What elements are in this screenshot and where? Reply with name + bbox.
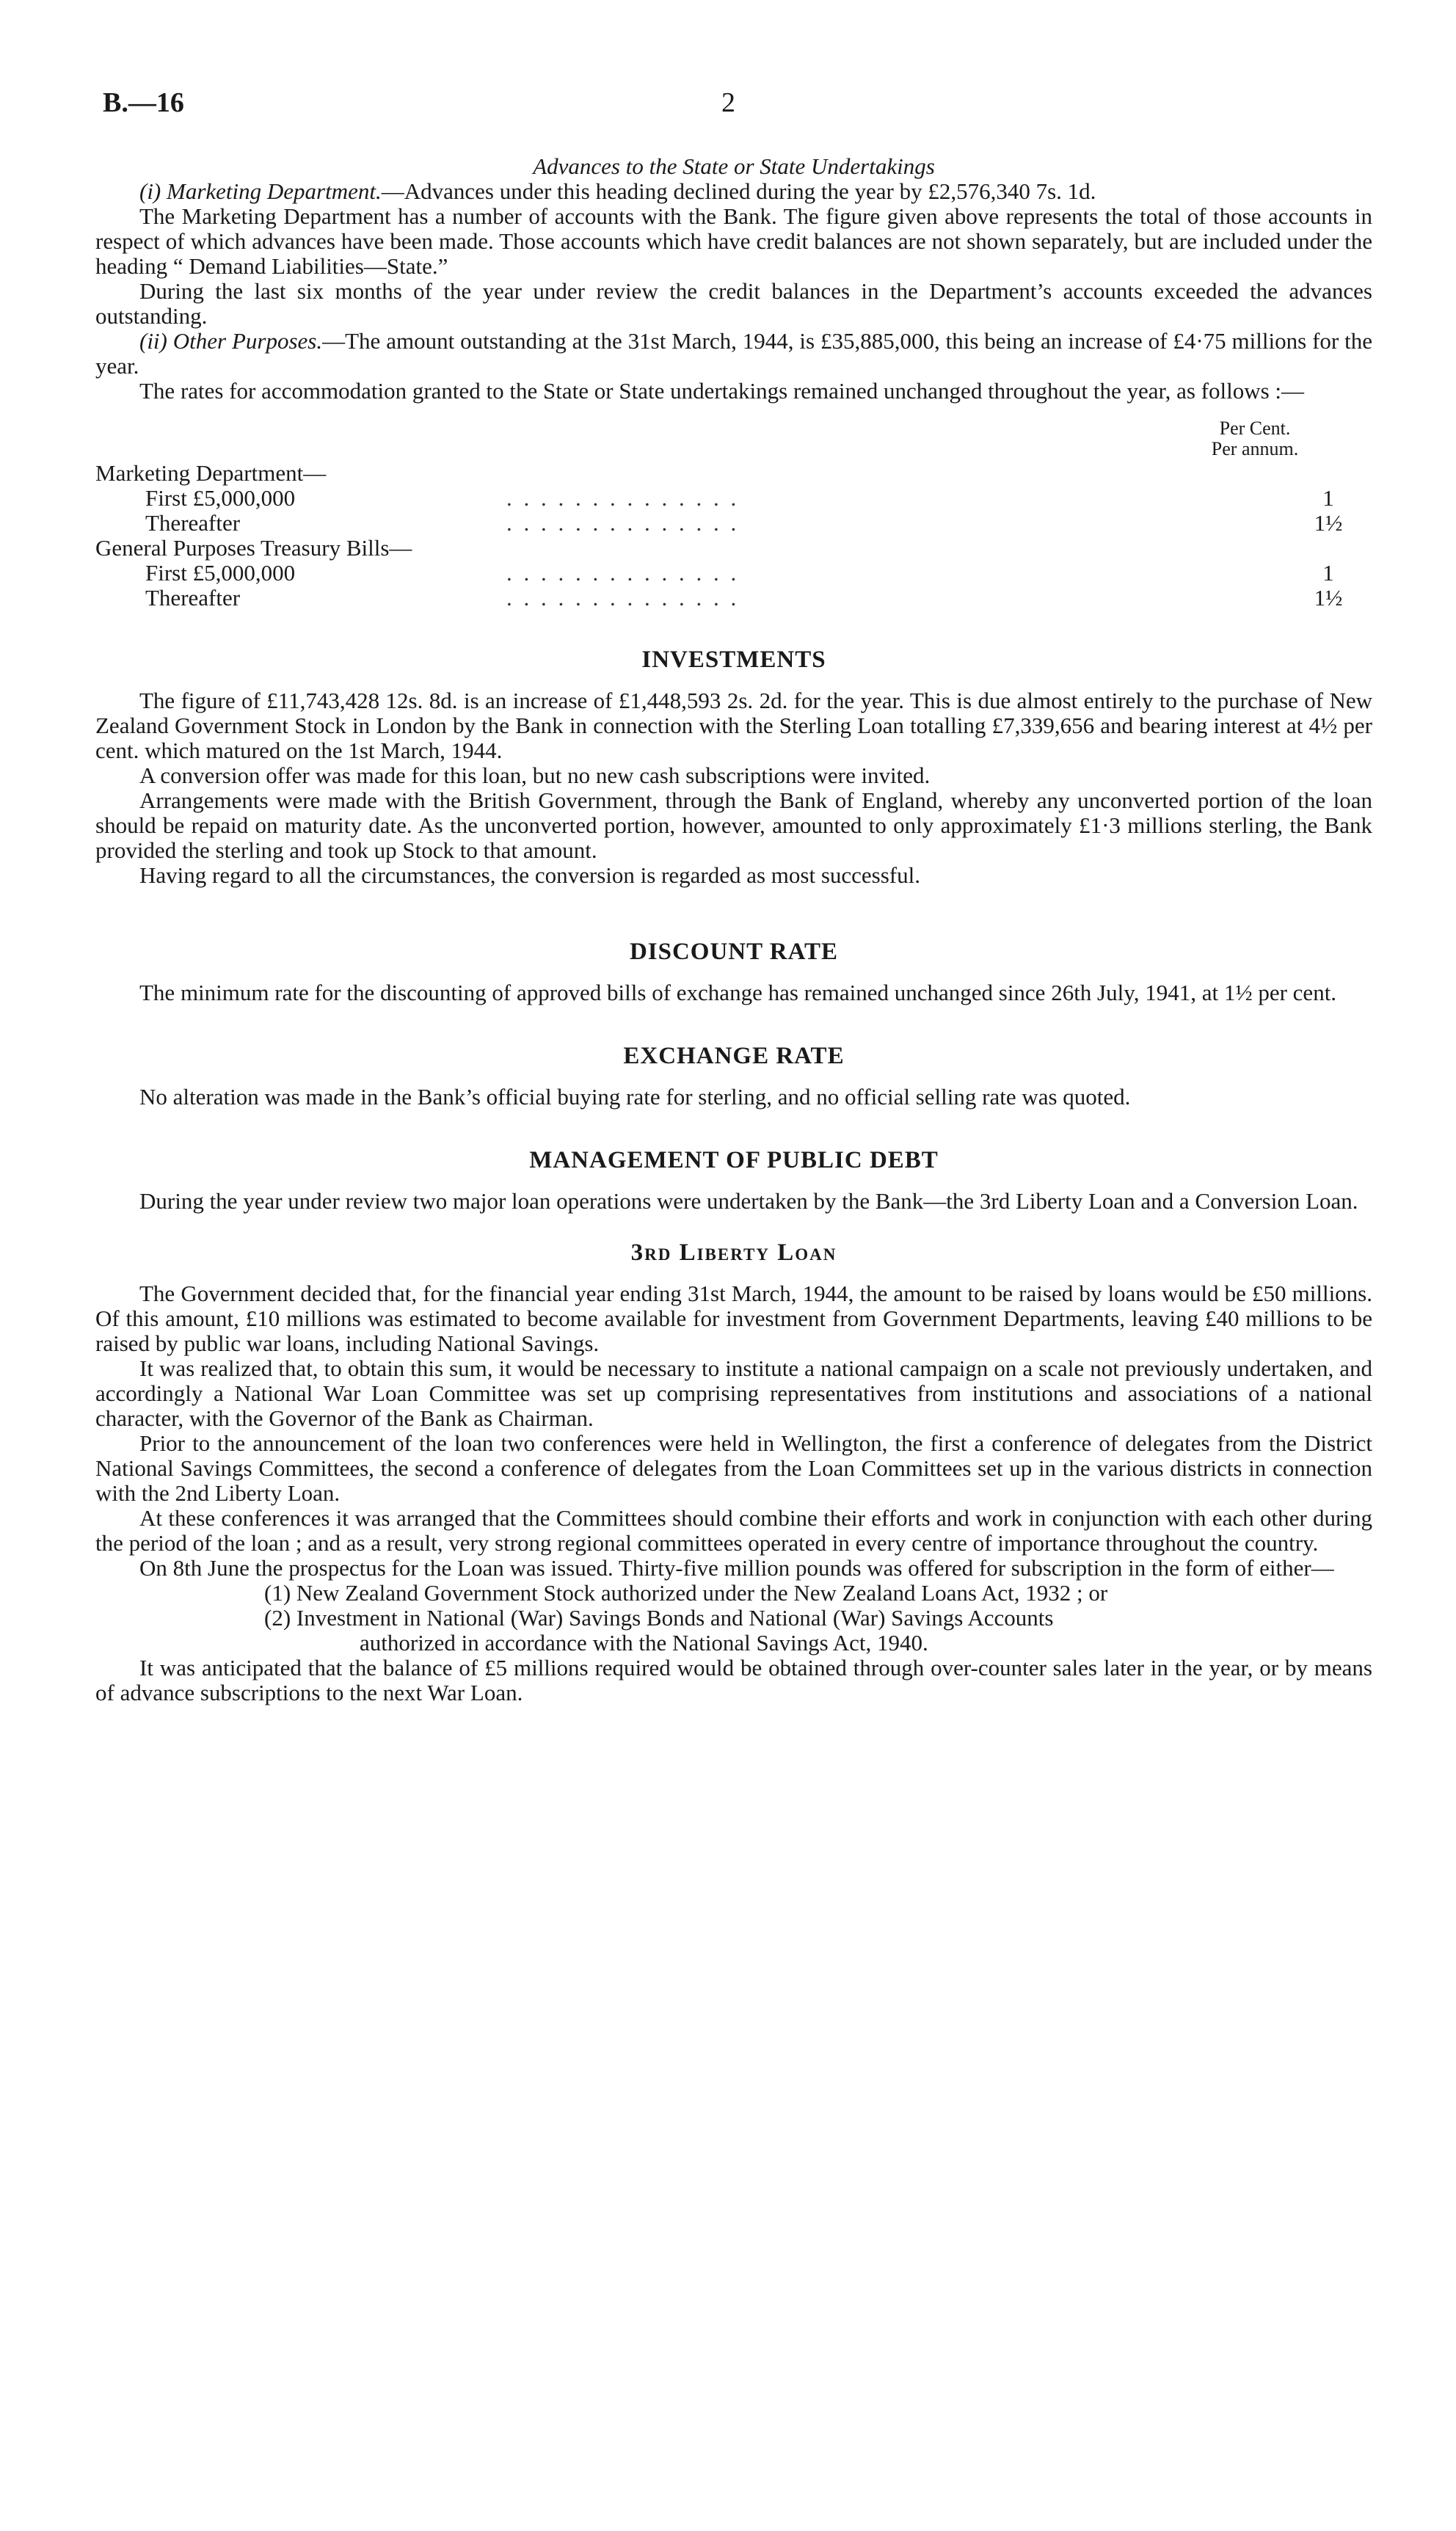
advances-title: Advances to the State or State Undertakings <box>533 153 935 179</box>
public-debt-heading: MANAGEMENT OF PUBLIC DEBT <box>529 1147 939 1173</box>
document-reference: B.—16 <box>103 87 184 118</box>
exchange-rate-paragraph: No alteration was made in the Bank’s official buying rate for sterling, and no official selling rate was quoted. <box>139 1084 1131 1110</box>
investments-paragraph-1: The figure of £11,743,428 12s. 8d. is an increase of £1,448,593 2s. 2d. for the year. This is due almost entirely to the purchase of New Zealand Government Stock in London by the Bank in connection with the Sterling Loan totalling £7,339,656 and bearing interest at 4½ per cent. which matured on the 1st March, 1944. <box>95 688 1372 763</box>
subscription-option-2: (2) Investment in National (War) Savings Bonds and National (War) Savings Accounts <box>264 1605 1054 1631</box>
liberty-loan-paragraph-5: On 8th June the prospectus for the Loan was issued. Thirty-five million pounds was offered for subscription in the form of either— <box>139 1555 1334 1581</box>
rate-value: 1 <box>1322 485 1334 511</box>
rates-header-line-2: Per annum. <box>1211 438 1299 459</box>
rate-label: First £5,000,000 <box>145 485 296 511</box>
rate-label: Thereafter <box>145 585 241 611</box>
subscription-option-1: (1) New Zealand Government Stock authorized under the New Zealand Loans Act, 1932 ; or <box>264 1580 1108 1606</box>
liberty-loan-paragraph-2: It was realized that, to obtain this sum, it would be necessary to institute a national campaign on a scale not previously undertaken, and accordingly a National War Loan Committee was set up comprising representatives from institutions and associations of a national character, with the Governor of the Bank as Chairman. <box>95 1355 1372 1431</box>
investments-paragraph-4: Having regard to all the circumstances, the conversion is regarded as most successful. <box>139 862 920 888</box>
marketing-accounts-paragraph: The Marketing Department has a number of accounts with the Bank. The figure given above represents the total of those accounts in respect of which advances have been made. Those accounts which have credit balances are not shown separately, but are included under the heading “ Demand Liabilities—State.” <box>95 203 1372 279</box>
liberty-loan-paragraph-6: It was anticipated that the balance of £5 millions required would be obtained through over-counter sales later in the year, or by means of advance subscriptions to the next War Loan. <box>95 1655 1372 1705</box>
marketing-department-text: —Advances under this heading declined during the year by £2,576,340 7s. 1d. <box>381 178 1096 204</box>
rate-leader-dots: . . . . . . . . . . . . . . <box>506 561 740 586</box>
other-purposes-label: (ii) Other Purposes. <box>139 328 323 354</box>
liberty-loan-heading: 3rd Liberty Loan <box>630 1239 837 1266</box>
marketing-department-paragraph <box>95 179 1372 204</box>
rate-leader-dots: . . . . . . . . . . . . . . <box>506 511 740 536</box>
investments-paragraph-3: Arrangements were made with the British Government, through the Bank of England, whereby any unconverted portion of the loan should be repaid on maturity date. As the unconverted portion, however, amounted to only approximately £1·3 millions sterling, the Bank provided the sterling and took up Stock to that amount. <box>95 787 1372 863</box>
rates-table <box>95 418 1372 609</box>
exchange-rate-heading: EXCHANGE RATE <box>623 1043 845 1069</box>
rate-label: Thereafter <box>145 510 241 536</box>
rate-label: General Purposes Treasury Bills— <box>95 535 412 561</box>
investments-heading: INVESTMENTS <box>641 647 826 673</box>
rate-value: 1 <box>1322 560 1334 586</box>
discount-rate-heading: DISCOUNT RATE <box>629 939 839 965</box>
liberty-loan-paragraph-3: Prior to the announcement of the loan two conferences were held in Wellington, the first a conference of delegates from the District National Savings Committees, the second a conference of delegates from the Loan Committees set up in the various districts in connection with the 2nd Liberty Loan. <box>95 1430 1372 1506</box>
investments-paragraph-2: A conversion offer was made for this loan, but no new cash subscriptions were invited. <box>139 762 931 788</box>
rate-leader-dots: . . . . . . . . . . . . . . <box>506 486 740 511</box>
document-body <box>95 154 1372 1705</box>
public-debt-paragraph: During the year under review two major loan operations were undertaken by the Bank—the 3rd Liberty Loan and a Conversion Loan. <box>139 1188 1358 1214</box>
rate-value: 1½ <box>1314 585 1343 611</box>
rate-row <box>95 586 1372 615</box>
rates-header-line-1: Per Cent. <box>1219 418 1291 439</box>
credit-balances-paragraph: During the last six months of the year under review the credit balances in the Department’s accounts exceeded the advances outstanding. <box>95 278 1372 329</box>
liberty-loan-paragraph-1: The Government decided that, for the financial year ending 31st March, 1944, the amount to be raised by loans would be £50 millions. Of this amount, £10 millions was estimated to become available for investment from Government Departments, leaving £40 millions to be raised by public war loans, including National Savings. <box>95 1281 1372 1356</box>
discount-rate-paragraph: The minimum rate for the discounting of approved bills of exchange has remained unchanged since 26th July, 1941, at 1½ per cent. <box>139 980 1337 1005</box>
marketing-department-label: (i) Marketing Department. <box>139 178 382 204</box>
rates-column-header <box>1182 418 1328 459</box>
liberty-loan-paragraph-4: At these conferences it was arranged that the Committees should combine their efforts and work in conjunction with each other during the period of the loan ; and as a result, very strong regional committees operated in every centre of importance throughout the country. <box>95 1505 1372 1556</box>
subscription-option-2-continued: authorized in accordance with the National Savings Act, 1940. <box>360 1630 928 1656</box>
rate-value: 1½ <box>1314 510 1343 536</box>
page-number: 2 <box>721 87 735 118</box>
rate-label: First £5,000,000 <box>145 560 296 586</box>
rate-leader-dots: . . . . . . . . . . . . . . <box>506 586 740 611</box>
rates-intro-paragraph: The rates for accommodation granted to the State or State undertakings remained unchanged throughout the year, as follows :— <box>139 378 1305 404</box>
other-purposes-paragraph <box>95 329 1372 379</box>
other-purposes-text: —The amount outstanding at the 31st March, 1944, is £35,885,000, this being an increase of £4·75 millions for the year. <box>95 328 1372 379</box>
page-header <box>103 87 1350 131</box>
rate-label: Marketing Department— <box>95 460 327 486</box>
